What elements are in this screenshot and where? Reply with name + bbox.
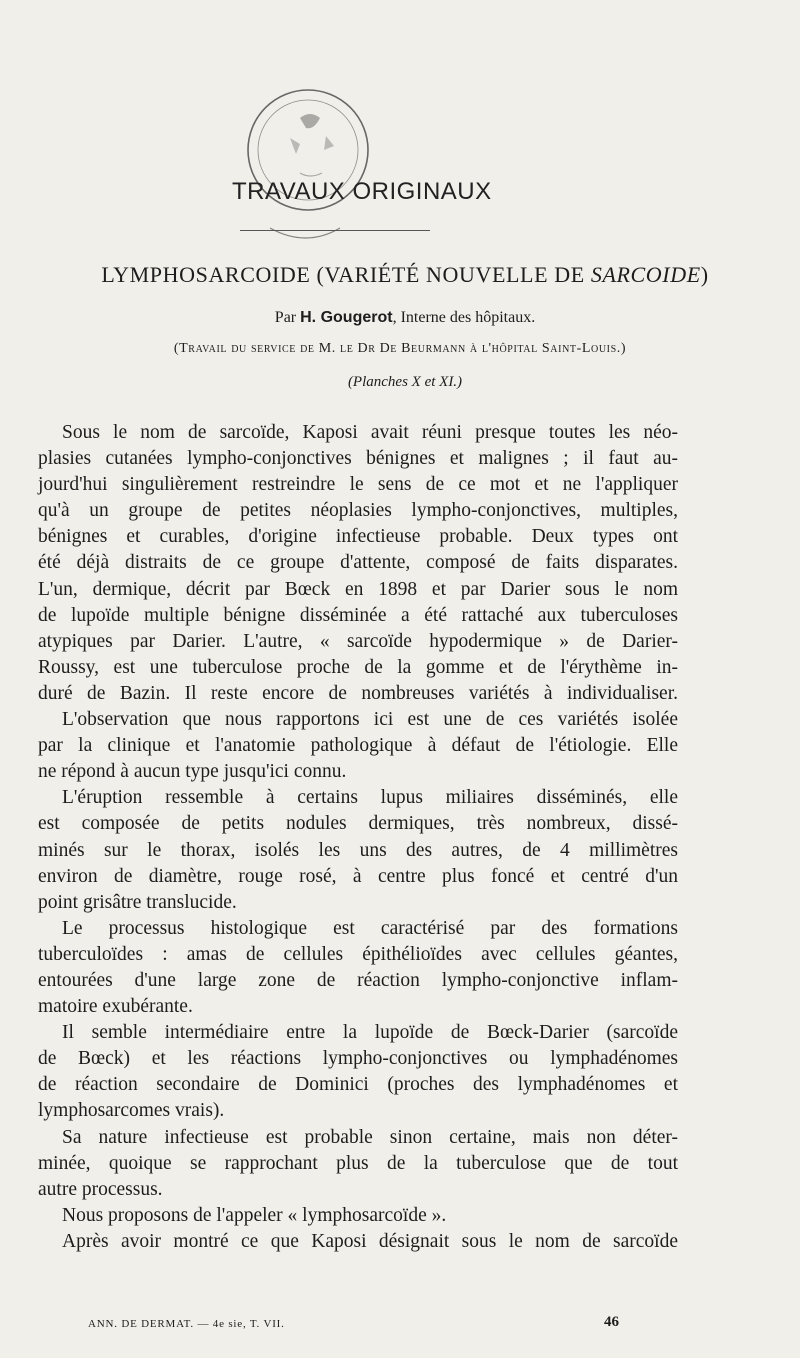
title-main: LYMPHOSARCOIDE (VARIÉTÉ NOUVELLE DE bbox=[101, 262, 591, 287]
title-close: ) bbox=[700, 262, 709, 287]
body-line: est composée de petits nodules dermiques, très nombreux, dissé- bbox=[38, 813, 678, 835]
body-line: été déjà distraits de ce groupe d'attente, composé de faits disparates. bbox=[38, 552, 678, 574]
body-line: lymphosarcomes vrais). bbox=[38, 1100, 225, 1122]
title-italic: SARCOIDE bbox=[590, 262, 701, 287]
author-name: H. Gougerot bbox=[300, 309, 393, 326]
body-line: L'éruption ressemble à certains lupus miliaires disséminés, elle bbox=[62, 787, 678, 809]
body-line: entourées d'une large zone de réaction lympho-conjonctive inflam- bbox=[38, 969, 678, 991]
body-line: jourd'hui singulièrement restreindre le sens de ce mot et ne l'appliquer bbox=[38, 474, 678, 496]
body-line: Il semble intermédiaire entre la lupoïde de Bœck-Darier (sarcoïde bbox=[62, 1022, 678, 1044]
body-line: minés sur le thorax, isolés les uns des autres, de 4 millimètres bbox=[38, 839, 678, 861]
body-line: minée, quoique se rapprochant plus de la tuberculose que de tout bbox=[38, 1152, 678, 1174]
body-line: autre processus. bbox=[38, 1178, 163, 1200]
body-line: Nous proposons de l'appeler « lymphosarcoïde ». bbox=[62, 1204, 447, 1226]
body-line: Sa nature infectieuse est probable sinon certaine, mais non déter- bbox=[62, 1126, 678, 1148]
body-line: environ de diamètre, rouge rosé, à centre plus foncé et centré d'un bbox=[38, 865, 678, 887]
page-number: 46 bbox=[604, 1314, 619, 1330]
body-line: de lupoïde multiple bénigne disséminée a été rattaché aux tuberculoses bbox=[38, 604, 678, 626]
body-line: Roussy, est une tuberculose proche de la gomme et de l'érythème in- bbox=[38, 656, 678, 678]
body-line: L'un, dermique, décrit par Bœck en 1898 et par Darier sous le nom bbox=[38, 578, 678, 600]
body-line: atypiques par Darier. L'autre, « sarcoïde hypodermique » de Darier- bbox=[38, 630, 678, 652]
body-line: duré de Bazin. Il reste encore de nombreuses variétés à individualiser. bbox=[38, 682, 678, 704]
body-line: point grisâtre translucide. bbox=[38, 891, 237, 913]
body-line: tuberculoïdes : amas de cellules épithélioïdes avec cellules géantes, bbox=[38, 943, 678, 965]
body-line: plasies cutanées lympho-conjonctives bénignes et malignes ; il faut au- bbox=[38, 448, 678, 470]
byline-prefix: Par bbox=[274, 309, 301, 326]
body-text bbox=[38, 420, 678, 1255]
body-line: bénignes et curables, d'origine infectieuse probable. Deux types ont bbox=[38, 526, 678, 548]
service-note: (Travail du service de M. le Dr De Beurmann à l'hôpital Saint-Louis.) bbox=[173, 341, 627, 356]
running-footer: ANN. DE DERMAT. — 4e sie, T. VII. bbox=[88, 1318, 285, 1330]
body-line: par la clinique et l'anatomie pathologique à défaut de l'étiologie. Elle bbox=[38, 735, 678, 757]
body-line: Le processus histologique est caractérisé par des formations bbox=[62, 917, 678, 939]
article-title bbox=[60, 262, 750, 288]
byline-suffix: , Interne des hôpitaux. bbox=[392, 309, 536, 326]
body-line: de Bœck) et les réactions lympho-conjonctives ou lymphadénomes bbox=[38, 1048, 678, 1070]
body-line: ne répond à aucun type jusqu'ici connu. bbox=[38, 761, 347, 783]
library-stamp-icon bbox=[230, 78, 380, 258]
section-rule bbox=[240, 230, 430, 231]
plates-note: (Planches X et XI.) bbox=[347, 374, 463, 390]
byline bbox=[60, 309, 750, 327]
body-line: Après avoir montré ce que Kaposi désignait sous le nom de sarcoïde bbox=[62, 1230, 678, 1252]
section-heading: TRAVAUX ORIGINAUX bbox=[232, 178, 492, 205]
body-line: L'observation que nous rapportons ici est une de ces variétés isolée bbox=[62, 709, 678, 731]
body-line: qu'à un groupe de petites néoplasies lympho-conjonctives, multiples, bbox=[38, 500, 678, 522]
body-line: de réaction secondaire de Dominici (proches des lymphadénomes et bbox=[38, 1074, 678, 1096]
body-line: Sous le nom de sarcoïde, Kaposi avait réuni presque toutes les néo- bbox=[62, 422, 678, 443]
body-line: matoire exubérante. bbox=[38, 996, 193, 1018]
